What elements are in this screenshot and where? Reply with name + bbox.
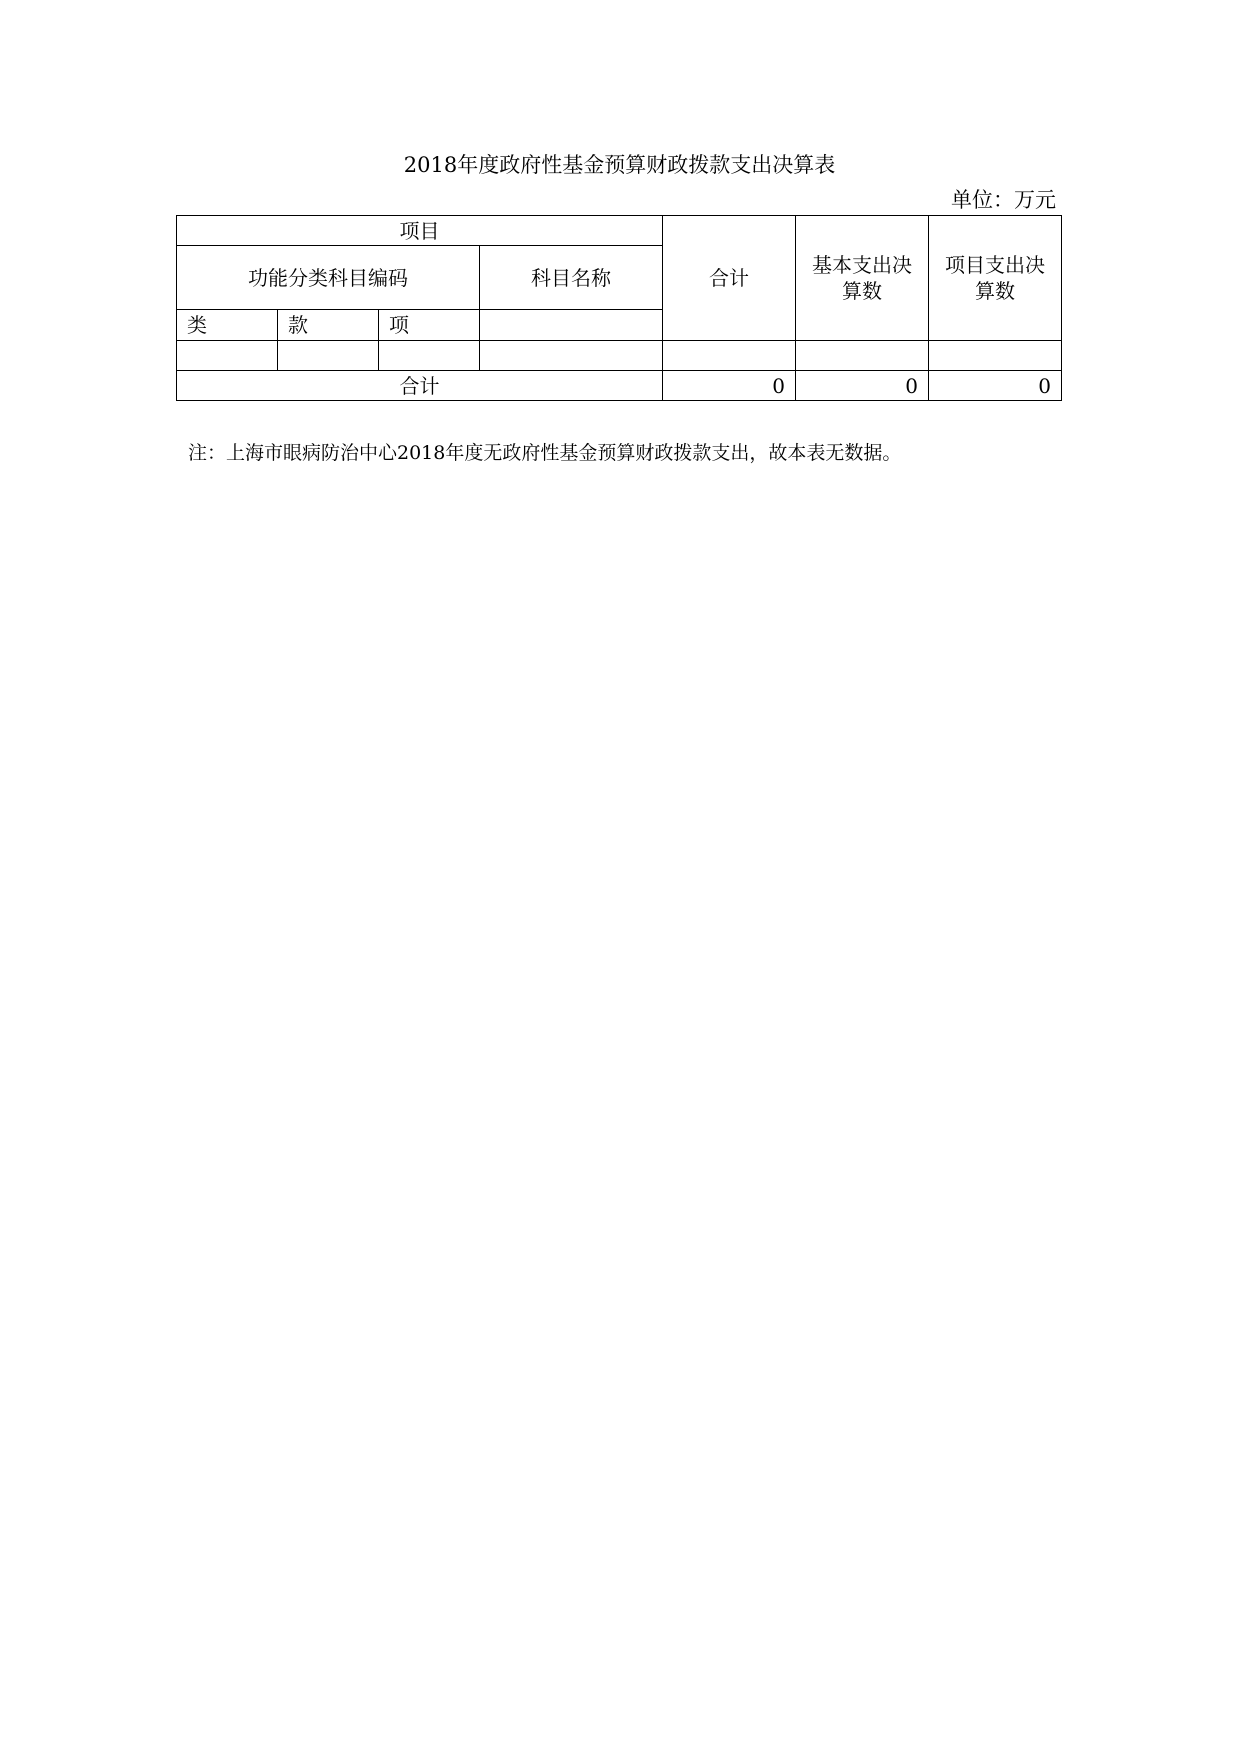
total-label: 合计 bbox=[177, 371, 663, 401]
table-cell bbox=[278, 341, 379, 371]
total-row bbox=[177, 371, 1062, 401]
header-total: 合计 bbox=[663, 216, 796, 341]
budget-table bbox=[176, 215, 1062, 401]
header-subject-name: 科目名称 bbox=[480, 246, 663, 310]
page-title: 2018年度政府性基金预算财政拨款支出决算表 bbox=[403, 153, 836, 177]
table-cell bbox=[480, 341, 663, 371]
table-cell bbox=[663, 341, 796, 371]
total-value: 0 bbox=[663, 371, 796, 401]
header-project-expenditure: 项目支出决算数 bbox=[929, 216, 1062, 341]
table-cell bbox=[796, 341, 929, 371]
total-project-value: 0 bbox=[929, 371, 1062, 401]
header-lei: 类 bbox=[177, 310, 278, 341]
header-blank-cell bbox=[480, 310, 663, 341]
header-func-code: 功能分类科目编码 bbox=[177, 246, 480, 310]
header-row-1 bbox=[177, 216, 1062, 246]
header-kuan: 款 bbox=[278, 310, 379, 341]
header-basic-expenditure: 基本支出决算数 bbox=[796, 216, 929, 341]
unit-label: 单位：万元 bbox=[951, 188, 1056, 212]
table-cell bbox=[177, 341, 278, 371]
header-xiang: 项 bbox=[379, 310, 480, 341]
table-cell bbox=[379, 341, 480, 371]
total-basic-value: 0 bbox=[796, 371, 929, 401]
header-item: 项目 bbox=[177, 216, 663, 246]
table-row bbox=[177, 341, 1062, 371]
table-cell bbox=[929, 341, 1062, 371]
footnote: 注：上海市眼病防治中心2018年度无政府性基金预算财政拨款支出，故本表无数据。 bbox=[188, 442, 902, 464]
